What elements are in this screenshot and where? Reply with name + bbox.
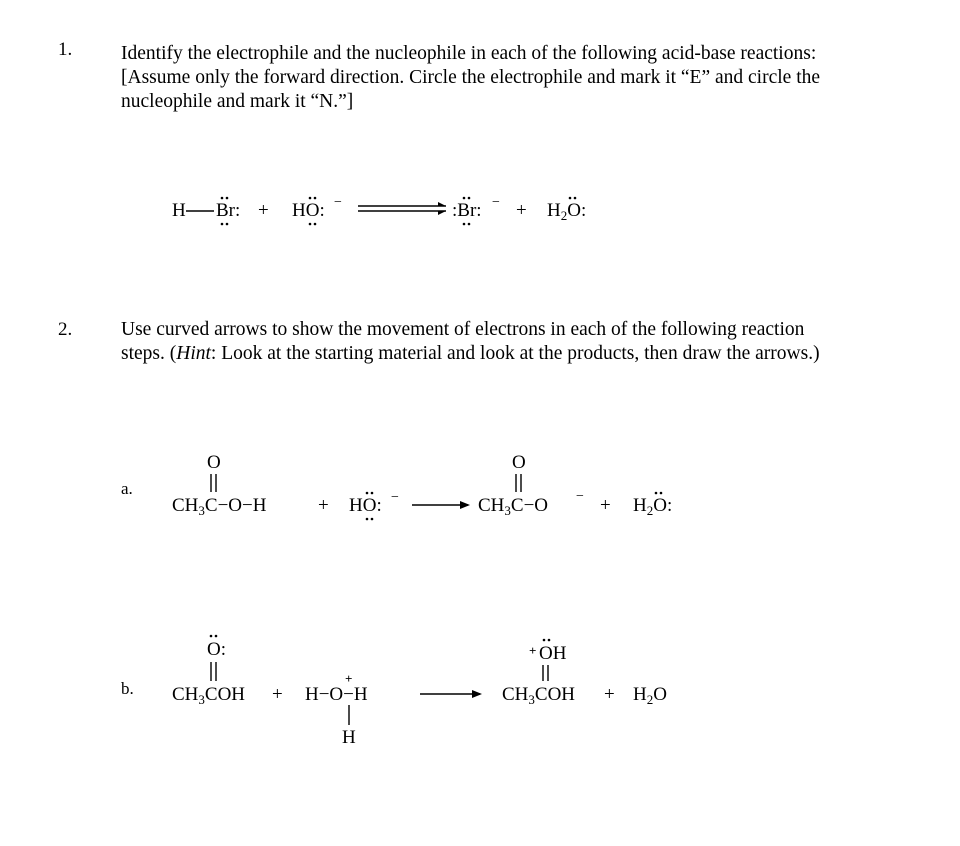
bromide-ion: :Br: (452, 200, 482, 221)
plus-sign: + (258, 200, 269, 221)
bromide-charge: − (492, 195, 500, 210)
hydronium-charge: + (345, 671, 353, 686)
carbonyl-oxygen: O (512, 452, 526, 473)
water: $H_2O$: (633, 495, 673, 518)
water-h: $H_2O$: (547, 200, 587, 223)
hydroxide-charge: − (334, 195, 342, 210)
protonated-oh: OH (539, 643, 567, 664)
acetic-acid: $CH_3C-O-H$ (172, 495, 267, 518)
question-1-line-2: [Assume only the forward direction. Circle the electrophile and mark it “E” and circle the (121, 67, 821, 88)
arrow-head-a (460, 501, 470, 509)
protonated-charge: + (529, 643, 537, 658)
carbonyl-oxygen: O (207, 452, 221, 473)
plus-sign: + (600, 495, 611, 516)
hydronium: H−O−H (305, 684, 368, 705)
question-1-number: 1. (58, 39, 73, 60)
part-b-label: b. (121, 679, 134, 698)
equilibrium-head-forward (438, 202, 446, 206)
hydroxide: HO: (292, 200, 325, 221)
hbr-br: Br: (216, 200, 241, 221)
question-2-line-2: steps. (Hint: Look at the starting material and look at the products, then draw the arrows.) (121, 343, 820, 364)
carbonyl-oxygen: O: (207, 639, 226, 660)
hydroxide-charge: − (391, 490, 399, 505)
water: $H_2O$ (633, 684, 667, 707)
question-2-line-1: Use curved arrows to show the movement of electrons in each of the following reaction (121, 319, 805, 340)
plus-sign: + (516, 200, 527, 221)
hbr-h: H (172, 200, 186, 221)
plus-sign: + (318, 495, 329, 516)
plus-sign: + (604, 684, 615, 705)
plus-sign: + (272, 684, 283, 705)
question-1-line-3: nucleophile and mark it “N.”] (121, 91, 354, 112)
protonated-acid: $CH_3COH$ (502, 684, 576, 707)
acetate: $CH_3C-O$ (478, 495, 549, 518)
hydronium-h: H (342, 727, 356, 748)
arrow-head-b (472, 690, 482, 698)
part-a-label: a. (121, 479, 133, 498)
hydroxide: HO: (349, 495, 382, 516)
question-2-number: 2. (58, 319, 73, 340)
acetic-acid: $CH_3COH$ (172, 684, 246, 707)
acetate-charge: − (576, 489, 584, 504)
question-1-line-1: Identify the electrophile and the nucleophile in each of the following acid-base reactions: (121, 43, 817, 64)
